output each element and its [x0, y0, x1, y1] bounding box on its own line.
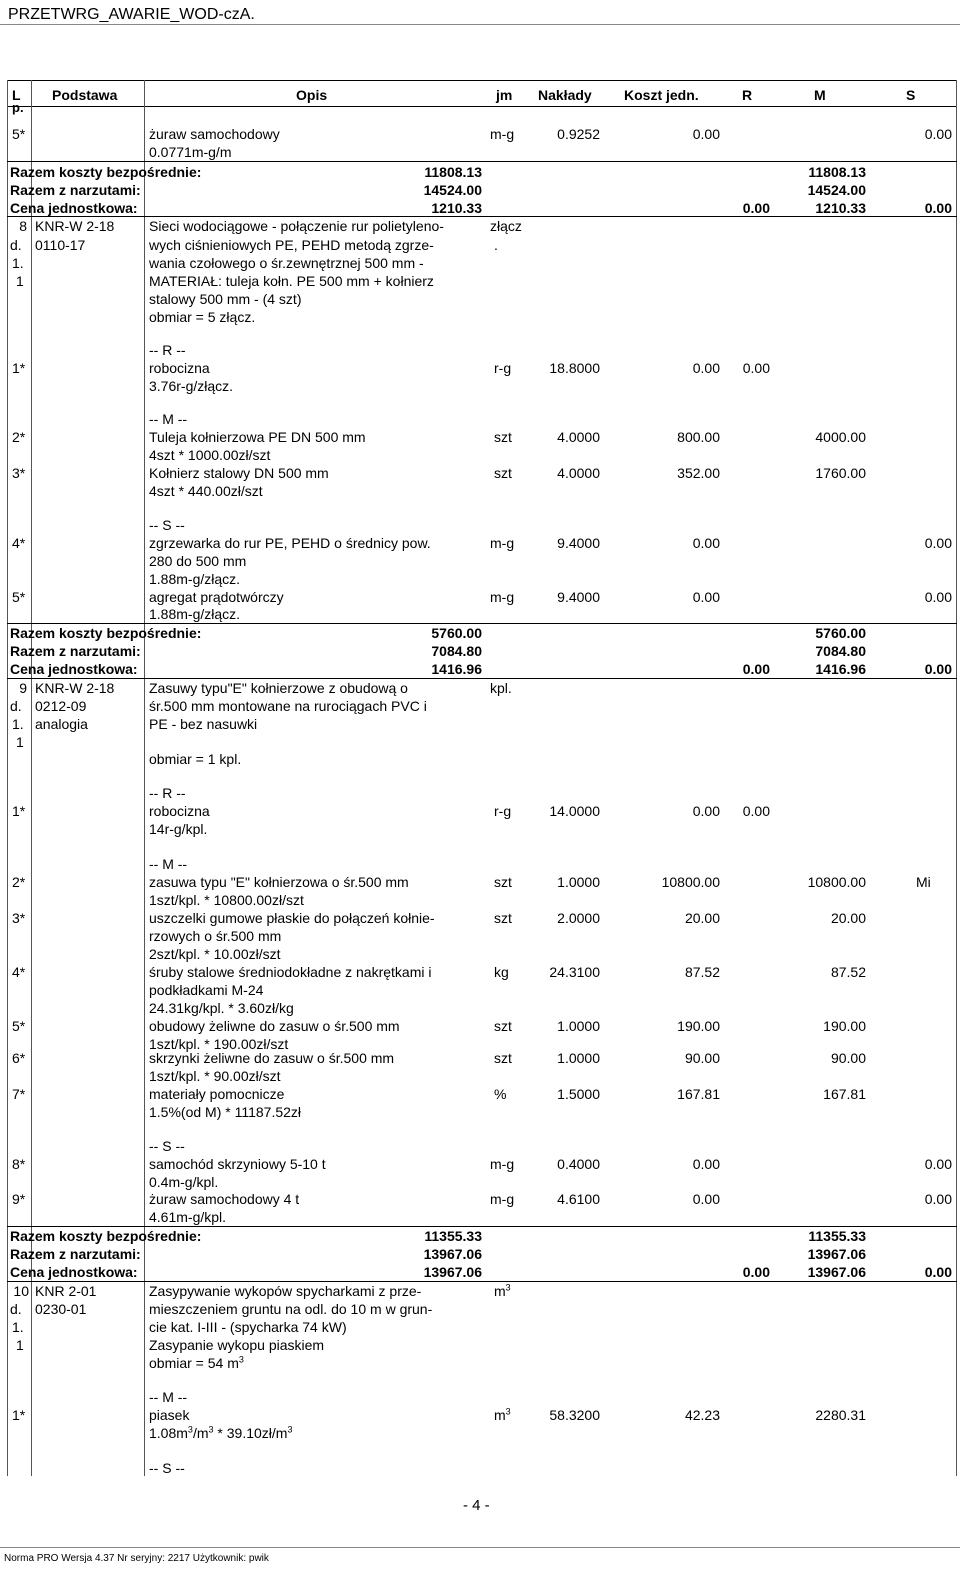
pos-jm: m-g [490, 1156, 515, 1172]
table-right-border [956, 80, 957, 1476]
item-opis-line: Zasuwy typu"E" kołnierzowe z obudową o [149, 680, 408, 696]
document-title: PRZETWRG_AWARIE_WOD-czA. [8, 6, 255, 23]
col-lp-l: L [12, 87, 21, 103]
pos-opis-cont: rzowych o śr.500 mm [149, 928, 282, 944]
sum-value-direct: 5760.00 [431, 625, 482, 641]
pos-formula: 14r-g/kpl. [149, 821, 208, 837]
pos-jm: kg [494, 964, 509, 980]
section-s-header: -- S -- [149, 1460, 185, 1476]
pos-koszt: 0.00 [692, 360, 720, 376]
item-jm [494, 1282, 511, 1300]
pos-jm: szt [494, 910, 512, 926]
pos-jm [494, 1406, 511, 1424]
col-r: R [742, 87, 753, 103]
section-m-header: -- M -- [149, 856, 188, 872]
pos-koszt: 352.00 [677, 465, 720, 481]
title-underline [0, 24, 960, 25]
pos-lp: 3* [12, 910, 26, 926]
sum-m-unit: 1210.33 [815, 200, 866, 216]
section-r-header: -- R -- [149, 342, 186, 358]
pos-koszt: 0.00 [692, 803, 720, 819]
pos-formula: 3.76r-g/złącz. [149, 378, 234, 394]
header-bottom-border [7, 106, 957, 107]
pos-opis: żuraw samochodowy 4 t [149, 1191, 300, 1207]
sum-m-markup: 7084.80 [815, 643, 866, 659]
formula-sup: 3 [287, 1424, 293, 1435]
pos-formula: 0.4m-g/kpl. [149, 1174, 219, 1190]
sum-value-markup: 14524.00 [423, 182, 482, 198]
pos-lp: 2* [12, 874, 26, 890]
pos-lp: 7* [12, 1086, 26, 1102]
pos-lp: 2* [12, 429, 26, 445]
pos-opis: robocizna [149, 360, 210, 376]
pos-lp: 4* [12, 964, 26, 980]
pos-jm: szt [494, 1050, 512, 1066]
formula-part: /m [192, 1425, 209, 1441]
pos-m: 1760.00 [815, 465, 866, 481]
pos-lp: 1* [12, 803, 26, 819]
pos-jm: m-g [490, 535, 515, 551]
item-jm-cont: . [494, 237, 498, 253]
pos-opis: piasek [149, 1407, 190, 1423]
item-podstawa: KNR-W 2-18 [35, 218, 115, 234]
pos-jm: szt [494, 1018, 512, 1034]
pos-formula: 4szt * 440.00zł/szt [149, 483, 263, 499]
sum-label-direct: Razem koszty bezpośrednie: [10, 164, 202, 180]
pos-note: Mi [916, 874, 931, 890]
sum-label-unit: Cena jednostkowa: [10, 200, 138, 216]
item-opis-line: MATERIAŁ: tuleja kołn. PE 500 mm + kołnierz [149, 273, 434, 289]
item-podstawa-code: 0110-17 [35, 237, 86, 253]
pos-formula: 2szt/kpl. * 10.00zł/szt [149, 946, 281, 962]
pos-naklady: 18.8000 [549, 360, 600, 376]
pos-opis: Kołnierz stalowy DN 500 mm [149, 465, 329, 481]
pos-formula: 1.88m-g/złącz. [149, 606, 241, 622]
pos-s: 0.00 [924, 589, 952, 605]
sum-r-unit: 0.00 [742, 200, 770, 216]
pos-naklady: 4.0000 [557, 465, 600, 481]
item-obmiar-text: obmiar = 54 m [149, 1355, 239, 1371]
sum-m-unit: 1416.96 [815, 661, 866, 677]
item-obmiar: obmiar = 5 złącz. [149, 309, 256, 325]
item-1: 1 [16, 1337, 24, 1353]
pos-koszt: 87.52 [684, 964, 720, 980]
pos-opis: samochód skrzyniowy 5-10 t [149, 1156, 326, 1172]
item-podstawa: KNR-W 2-18 [35, 680, 115, 696]
sum-value-direct: 11808.13 [424, 164, 482, 180]
pos-m: 2280.31 [815, 1407, 866, 1423]
pos-naklady: 58.3200 [549, 1407, 600, 1423]
sum-value-markup: 7084.80 [431, 643, 482, 659]
section-s-header: -- S -- [149, 517, 185, 533]
item-opis-line: śr.500 mm montowane na rurociągach PVC i [149, 698, 427, 714]
footer-text: Norma PRO Wersja 4.37 Nr seryjny: 2217 Użytkownik: pwik [4, 1553, 269, 1564]
item-podstawa: KNR 2-01 [35, 1283, 97, 1299]
pos-naklady: 4.6100 [557, 1191, 600, 1207]
sum-label-unit: Cena jednostkowa: [10, 1264, 138, 1280]
pos-r: 0.00 [742, 803, 770, 819]
sum-label-markup: Razem z narzutami: [10, 182, 141, 198]
pos-lp: 1* [12, 1407, 26, 1423]
col-koszt: Koszt jedn. [624, 87, 699, 103]
col-podstawa: Podstawa [52, 87, 118, 103]
item-1dot: 1. [12, 255, 24, 271]
pos-lp: 9* [12, 1191, 26, 1207]
pos-r: 0.00 [742, 360, 770, 376]
sum-label-markup: Razem z narzutami: [10, 1246, 141, 1262]
pos-naklady: 4.0000 [557, 429, 600, 445]
pos-opis: zgrzewarka do rur PE, PEHD o średnicy pow. [149, 535, 431, 551]
item-jm-text: m [494, 1283, 506, 1299]
pos-naklady: 9.4000 [557, 589, 600, 605]
pos-lp: 8* [12, 1156, 26, 1172]
section-m-header: -- M -- [149, 411, 188, 427]
sum-value-markup: 13967.06 [423, 1246, 482, 1262]
col-lp-p: p. [12, 100, 24, 115]
sum-m-direct: 5760.00 [815, 625, 866, 641]
footer-divider [0, 1547, 960, 1548]
pos-koszt: 800.00 [677, 429, 720, 445]
page-number: - 4 - [463, 1497, 490, 1514]
item-jm-sup: 3 [505, 1282, 511, 1293]
pos-koszt: 0.00 [692, 1156, 720, 1172]
pos-koszt: 0.00 [692, 126, 720, 142]
sum-s-unit: 0.00 [924, 200, 952, 216]
pos-m: 90.00 [830, 1050, 866, 1066]
pos-formula: 1szt/kpl. * 10800.00zł/szt [149, 892, 304, 908]
col-jm: jm [496, 87, 513, 103]
table-top-border [7, 80, 957, 81]
pos-s: 0.00 [924, 1156, 952, 1172]
pos-koszt: 90.00 [684, 1050, 720, 1066]
item-jm: kpl. [490, 680, 512, 696]
pos-opis: skrzynki żeliwne do zasuw o śr.500 mm [149, 1050, 395, 1066]
pos-jm: m-g [490, 589, 515, 605]
item-podstawa-code: 0230-01 [35, 1301, 87, 1317]
sum-s-unit: 0.00 [924, 1264, 952, 1280]
pos-m: 20.00 [830, 910, 866, 926]
sum-value-unit: 1210.33 [431, 200, 482, 216]
pos-m: 87.52 [830, 964, 866, 980]
pos-m: 190.00 [823, 1018, 866, 1034]
sum-label-direct: Razem koszty bezpośrednie: [10, 625, 202, 641]
pos-opis: uszczelki gumowe płaskie do połączeń kołnie- [149, 910, 435, 926]
pos-jm: m-g [490, 126, 515, 142]
item-jm: złącz [490, 218, 522, 234]
pos-s: 0.00 [924, 1191, 952, 1207]
item-number: 8 [19, 218, 27, 234]
pos-naklady: 1.5000 [557, 1086, 600, 1102]
item-podstawa-note: analogia [35, 716, 88, 732]
item-number: 10 [13, 1283, 29, 1299]
pos-opis-cont: 280 do 500 mm [149, 553, 247, 569]
pos-naklady: 0.9252 [557, 126, 600, 142]
pos-lp: 6* [12, 1050, 26, 1066]
item-opis-line: Sieci wodociągowe - połączenie rur polietyleno- [149, 218, 444, 234]
pos-s: 0.00 [924, 126, 952, 142]
sum-label-markup: Razem z narzutami: [10, 643, 141, 659]
item-d: d. [10, 237, 22, 253]
pos-jm: r-g [494, 803, 512, 819]
col-m: M [814, 87, 826, 103]
sum-label-unit: Cena jednostkowa: [10, 661, 138, 677]
item-opis-line: mieszczeniem gruntu na odl. do 10 m w grun- [149, 1301, 433, 1317]
sum-m-markup: 13967.06 [807, 1246, 866, 1262]
section-s-header: -- S -- [149, 1138, 185, 1154]
pos-jm: % [494, 1086, 507, 1102]
pos-opis: materiały pomocnicze [149, 1086, 285, 1102]
sum-r-unit: 0.00 [742, 1264, 770, 1280]
section-m-header: -- M -- [149, 1389, 188, 1405]
item-obmiar-sup: 3 [238, 1354, 244, 1365]
pos-jm-text: m [494, 1407, 506, 1423]
item-opis-line: cie kat. I-III - (spycharka 74 kW) [149, 1319, 347, 1335]
item-1dot: 1. [12, 716, 24, 732]
pos-naklady: 9.4000 [557, 535, 600, 551]
pos-jm-sup: 3 [505, 1406, 511, 1417]
pos-naklady: 1.0000 [557, 1050, 600, 1066]
pos-naklady: 1.0000 [557, 874, 600, 890]
pos-opis: zasuwa typu "E" kołnierzowa o śr.500 mm [149, 874, 409, 890]
col-naklady: Nakłady [538, 87, 592, 103]
item-1: 1 [16, 273, 24, 289]
pos-opis: śruby stalowe średniodokładne z nakrętkami i [149, 964, 432, 980]
pos-formula [149, 1424, 292, 1442]
formula-sup: 3 [187, 1424, 193, 1435]
sum-m-unit: 13967.06 [807, 1264, 866, 1280]
pos-koszt: 42.23 [684, 1407, 720, 1423]
item-opis-line: wania czołowego o śr.zewnętrznej 500 mm - [149, 255, 424, 271]
pos-naklady: 1.0000 [557, 1018, 600, 1034]
sum-value-direct: 11355.33 [424, 1228, 482, 1244]
item-opis-line: Zasypanie wykopu piaskiem [149, 1337, 325, 1353]
pos-formula: 1.5%(od M) * 11187.52zł [149, 1104, 302, 1120]
sum-value-unit: 13967.06 [423, 1264, 482, 1280]
pos-koszt: 10800.00 [661, 874, 720, 890]
formula-part: 1.08m [149, 1425, 188, 1441]
pos-opis: agregat prądotwórczy [149, 589, 284, 605]
pos-m: 10800.00 [807, 874, 866, 890]
pos-koszt: 0.00 [692, 1191, 720, 1207]
sum-m-direct: 11355.33 [808, 1228, 866, 1244]
sum-value-unit: 1416.96 [431, 661, 482, 677]
pos-koszt: 190.00 [677, 1018, 720, 1034]
pos-formula: 4szt * 1000.00zł/szt [149, 447, 271, 463]
pos-opis: robocizna [149, 803, 210, 819]
pos-formula: 24.31kg/kpl. * 3.60zł/kg [149, 1000, 294, 1016]
sum-s-unit: 0.00 [924, 661, 952, 677]
sum-label-direct: Razem koszty bezpośrednie: [10, 1228, 202, 1244]
pos-formula: 1szt/kpl. * 190.00zł/szt [149, 1036, 289, 1052]
item-number: 9 [19, 680, 27, 696]
pos-lp: 3* [12, 465, 26, 481]
pos-naklady: 24.3100 [549, 964, 600, 980]
formula-part: * 39.10zł/m [213, 1425, 288, 1441]
pos-opis: obudowy żeliwne do zasuw o śr.500 mm [149, 1018, 400, 1034]
item-obmiar [149, 1354, 244, 1372]
col-s: S [906, 87, 916, 103]
pos-formula: 1szt/kpl. * 90.00zł/szt [149, 1068, 281, 1084]
item-d: d. [10, 698, 22, 714]
pos-koszt: 20.00 [684, 910, 720, 926]
sum-r-unit: 0.00 [742, 661, 770, 677]
formula-sup: 3 [208, 1424, 214, 1435]
pos-m: 4000.00 [815, 429, 866, 445]
pos-opis: żuraw samochodowy [149, 126, 280, 142]
pos-lp: 5* [12, 589, 26, 605]
col-opis: Opis [296, 87, 328, 103]
pos-koszt: 0.00 [692, 535, 720, 551]
sum-m-direct: 11808.13 [808, 164, 866, 180]
sum-divider [7, 161, 957, 162]
item-obmiar: obmiar = 1 kpl. [149, 751, 242, 767]
section-r-header: -- R -- [149, 785, 186, 801]
pos-opis-cont: podkładkami M-24 [149, 982, 264, 998]
pos-formula: 4.61m-g/kpl. [149, 1209, 227, 1225]
item-d: d. [10, 1301, 22, 1317]
sum-m-markup: 14524.00 [807, 182, 866, 198]
pos-m: 167.81 [823, 1086, 866, 1102]
pos-koszt: 0.00 [692, 589, 720, 605]
table-left-border [7, 80, 8, 1476]
pos-koszt: 167.81 [677, 1086, 720, 1102]
pos-jm: r-g [494, 360, 512, 376]
pos-lp: 1* [12, 360, 26, 376]
pos-s: 0.00 [924, 535, 952, 551]
item-opis-line: stalowy 500 mm - (4 szt) [149, 291, 302, 307]
podstawa-column-divider [144, 80, 145, 1476]
pos-jm: szt [494, 874, 512, 890]
item-opis-line: wych ciśnieniowych PE, PEHD metodą zgrze- [149, 237, 434, 253]
pos-naklady: 2.0000 [557, 910, 600, 926]
pos-opis: Tuleja kołnierzowa PE DN 500 mm [149, 429, 366, 445]
pos-formula: 0.0771m-g/m [149, 144, 232, 160]
item-podstawa-code: 0212-09 [35, 698, 87, 714]
pos-naklady: 0.4000 [557, 1156, 600, 1172]
pos-jm: m-g [490, 1191, 515, 1207]
item-opis-line: PE - bez nasuwki [149, 716, 258, 732]
pos-lp: 5* [12, 1018, 26, 1034]
item-opis-line: Zasypywanie wykopów spycharkami z prze- [149, 1283, 422, 1299]
pos-formula: 1.88m-g/złącz. [149, 571, 241, 587]
pos-lp: 5* [12, 126, 26, 142]
pos-naklady: 14.0000 [549, 803, 600, 819]
item-1dot: 1. [12, 1319, 24, 1335]
pos-lp: 4* [12, 535, 26, 551]
pos-jm: szt [494, 429, 512, 445]
pos-jm: szt [494, 465, 512, 481]
item-1: 1 [16, 734, 24, 750]
